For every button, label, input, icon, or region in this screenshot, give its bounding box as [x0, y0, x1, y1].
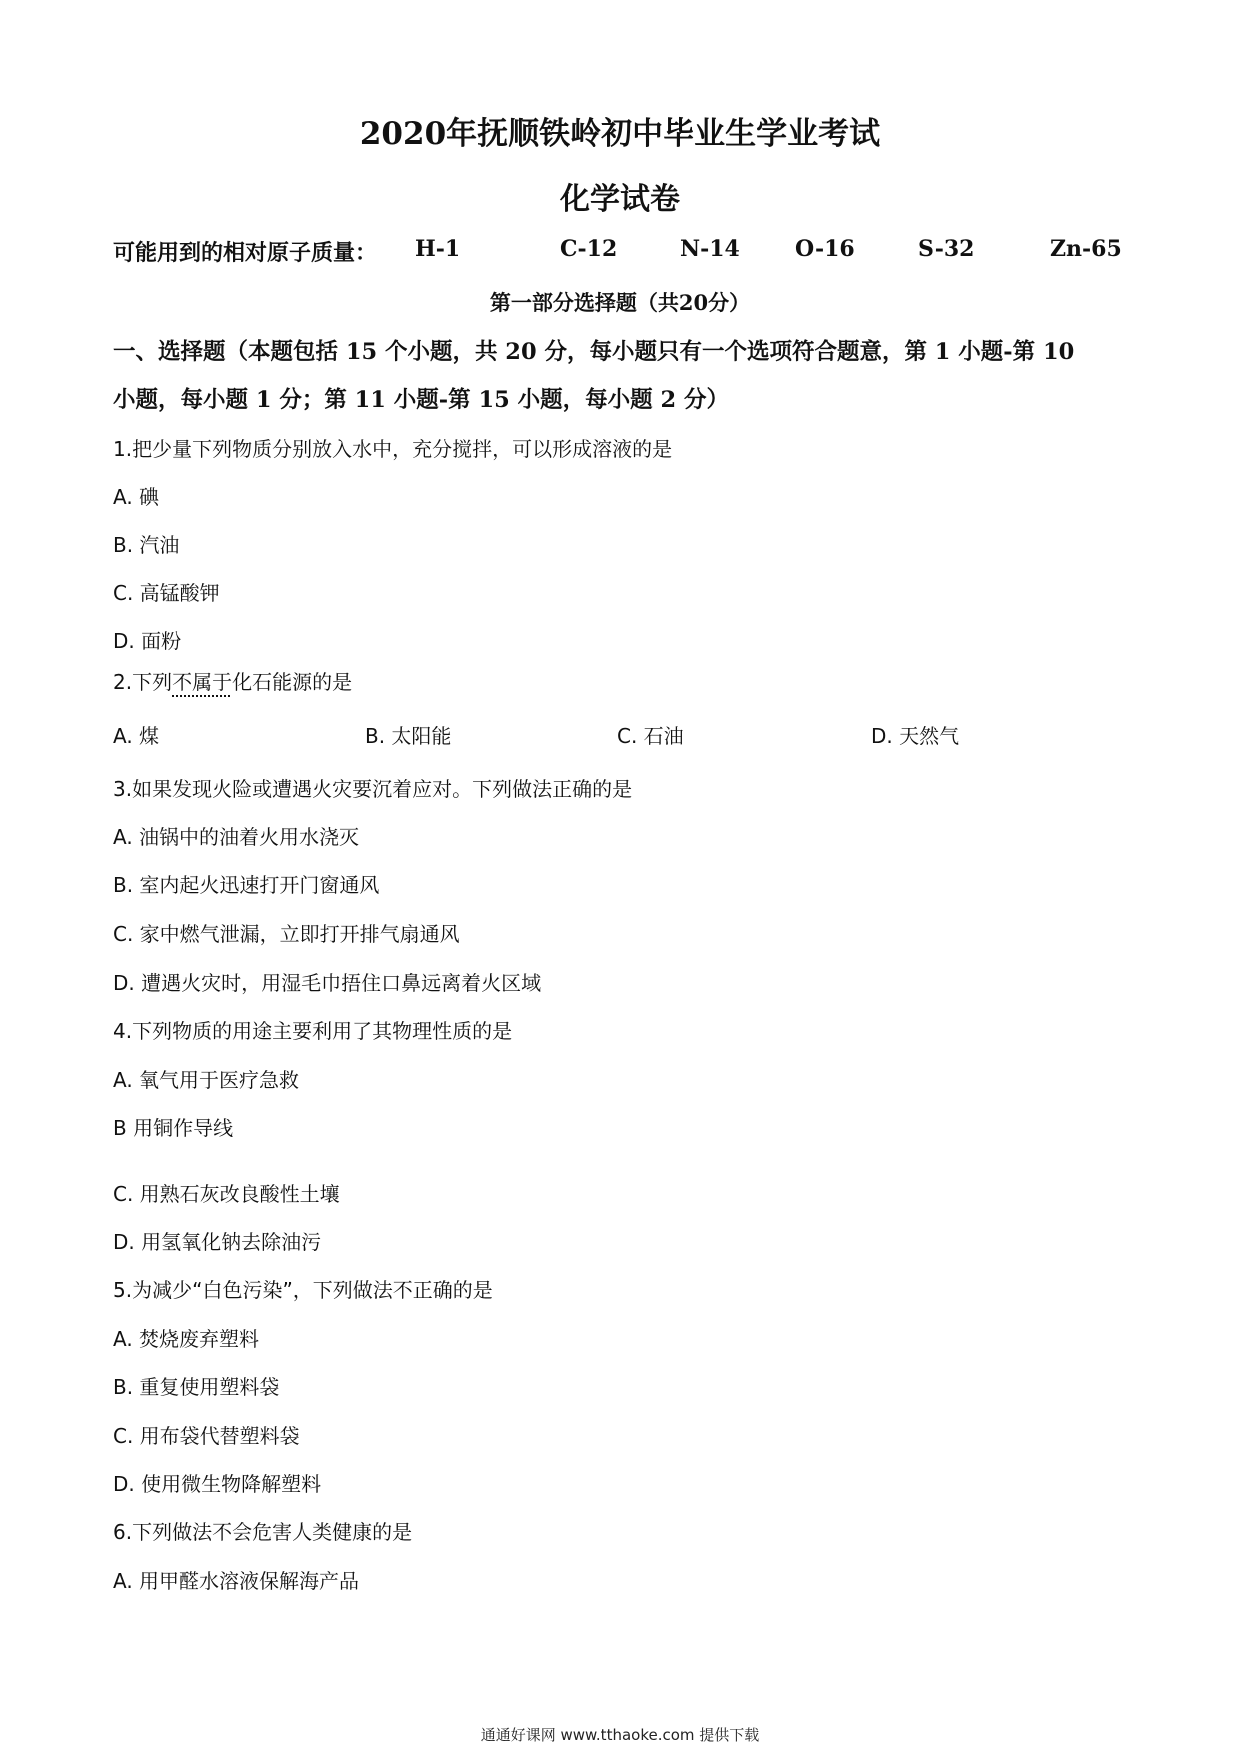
question-5-option-c: C. 用布袋代替塑料袋 [113, 1424, 300, 1448]
question-2-stem [113, 666, 352, 695]
atomic-mass-o: O-16 [795, 236, 855, 262]
question-6-stem: 6.下列做法不会危害人类健康的是 [113, 1520, 413, 1544]
question-5-option-b: B. 重复使用塑料袋 [113, 1375, 280, 1399]
question-2-option-c: C. 石油 [617, 724, 684, 748]
atomic-mass-h: H-1 [415, 236, 461, 262]
question-4-stem: 4.下列物质的用途主要利用了其物理性质的是 [113, 1019, 513, 1043]
question-2-option-d: D. 天然气 [871, 724, 960, 748]
question-4-option-a: A. 氧气用于医疗急救 [113, 1068, 300, 1092]
question-3-option-a: A. 油锅中的油着火用水浇灭 [113, 825, 360, 849]
atomic-masses [113, 236, 1123, 266]
part-title: 第一部分选择题（共20分） [489, 290, 751, 315]
footer-source: 通通好课网 www.tthaoke.com 提供下载 [480, 1726, 760, 1744]
atomic-mass-zn: Zn-65 [1050, 236, 1122, 262]
question-4-option-b: B 用铜作导线 [113, 1116, 234, 1140]
question-5-option-d: D. 使用微生物降解塑料 [113, 1472, 322, 1496]
question-3-stem: 3.如果发现火险或遭遇火灾要沉着应对。下列做法正确的是 [113, 777, 633, 801]
exam-title: 2020年抚顺铁岭初中毕业生学业考试 [359, 116, 881, 152]
exam-subtitle: 化学试卷 [560, 182, 680, 217]
atomic-mass-s: S-32 [918, 236, 975, 262]
question-1-option-c: C. 高锰酸钾 [113, 581, 220, 605]
atomic-masses-label: 可能用到的相对原子质量： [113, 240, 378, 266]
question-1-stem: 1.把少量下列物质分别放入水中，充分搅拌，可以形成溶液的是 [113, 437, 673, 461]
question-1-option-d: D. 面粉 [113, 629, 182, 653]
question-2-stem-emphasis: 不属于 [172, 670, 233, 694]
section-heading-line1: 一、选择题（本题包括 15 个小题，共 20 分，每小题只有一个选项符合题意，第 1 小题-第 10 [113, 339, 1075, 365]
question-2-stem-suffix: 化石能源的是 [232, 670, 353, 694]
question-6-option-a: A. 用甲醛水溶液保解海产品 [113, 1569, 360, 1593]
atomic-mass-n: N-14 [680, 236, 740, 262]
question-2-stem-prefix: 2.下列 [113, 670, 173, 694]
question-3-option-d: D. 遭遇火灾时，用湿毛巾捂住口鼻远离着火区域 [113, 971, 542, 995]
question-2-option-a: A. 煤 [113, 724, 160, 748]
question-3-option-b: B. 室内起火迅速打开门窗通风 [113, 873, 380, 897]
question-1-option-a: A. 碘 [113, 485, 160, 509]
section-heading-line2: 小题，每小题 1 分；第 11 小题-第 15 小题，每小题 2 分） [113, 387, 729, 413]
question-4-option-d: D. 用氢氧化钠去除油污 [113, 1230, 322, 1254]
question-5-stem: 5.为减少“白色污染”，下列做法不正确的是 [113, 1278, 493, 1302]
question-2-option-b: B. 太阳能 [365, 724, 452, 748]
question-5-option-a: A. 焚烧废弃塑料 [113, 1327, 260, 1351]
question-4-option-c: C. 用熟石灰改良酸性土壤 [113, 1182, 340, 1206]
question-3-option-c: C. 家中燃气泄漏，立即打开排气扇通风 [113, 922, 460, 946]
question-1-option-b: B. 汽油 [113, 533, 180, 557]
atomic-mass-c: C-12 [560, 236, 618, 262]
